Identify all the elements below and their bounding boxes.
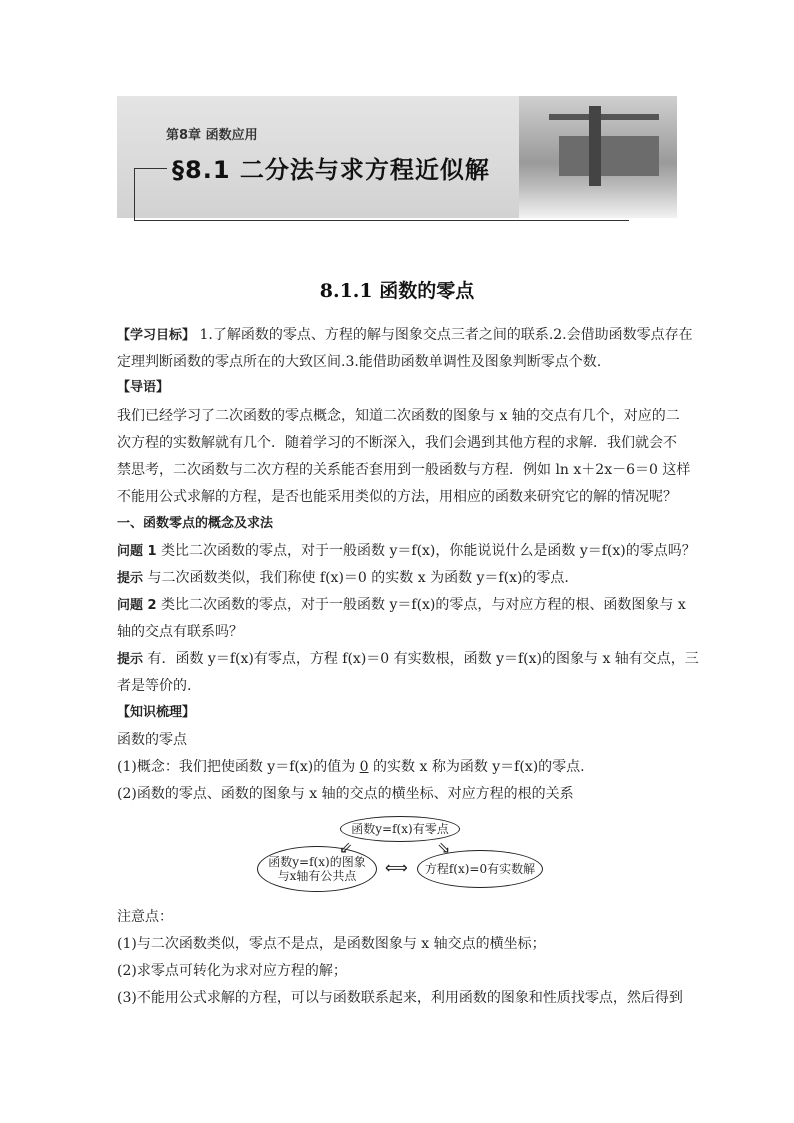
banner-rule xyxy=(134,168,135,221)
objectives-line-1: 【学习目标】 1.了解函数的零点、方程的解与图象交点三者之间的联系.2.会借助函数零点存在 xyxy=(117,327,693,343)
diagram-top-oval: 函数y=f(x)有零点 xyxy=(340,816,460,842)
objectives-line-2: 定理判断函数的零点所在的大致区间.3.能借助函数单调性及图象判断零点个数. xyxy=(117,354,602,370)
intro-line: 禁思考，二次函数与二次方程的关系能否套用到一般函数与方程．例如 ln x＋2x－6＝0 这样 xyxy=(117,462,691,478)
note-item: (2)求零点可转化为求对应方程的解； xyxy=(117,963,347,979)
intro-line: 次方程的实数解就有几个．随着学习的不断深入，我们会遇到其他方程的求解．我们就会不 xyxy=(117,435,677,451)
knowledge-topic: 函数的零点 xyxy=(117,732,187,748)
question-2-cont: 轴的交点有联系吗？ xyxy=(117,624,243,640)
answer-2-cont: 者是等价的. xyxy=(117,678,192,694)
knowledge-label: 【知识梳理】 xyxy=(117,705,196,720)
zero-relation-diagram xyxy=(255,816,545,896)
answer-1: 提示 与二次函数类似，我们称使 f(x)＝0 的实数 x 为函数 y＝f(x)的零点. xyxy=(117,570,569,586)
intro-line: 我们已经学习了二次函数的零点概念，知道二次函数的图象与 x 轴的交点有几个，对应的二 xyxy=(117,408,680,424)
question-1: 问题 1 类比二次函数的零点，对于一般函数 y＝f(x)，你能说说什么是函数 y＝f(x)的零点吗？ xyxy=(117,543,696,559)
subsection-title: 8.1.1 函数的零点 xyxy=(319,280,475,302)
concept-line: (1)概念：我们把使函数 y＝f(x)的值为 0 的实数 x 称为函数 y＝f(x)的零点. xyxy=(117,759,585,775)
answer-2: 提示 有．函数 y＝f(x)有零点，方程 f(x)＝0 有实数根，函数 y＝f(x)的图象与 x 轴有交点，三 xyxy=(117,651,699,667)
section-title: §8.1 二分法与求方程近似解 xyxy=(172,156,490,184)
note-item: (1)与二次函数类似，零点不是点，是函数图象与 x 轴交点的横坐标； xyxy=(117,936,546,952)
notes-label: 注意点： xyxy=(117,909,173,925)
objectives-label: 【学习目标】 xyxy=(117,328,196,343)
note-item: (3)不能用公式求解的方程，可以与函数联系起来，利用函数的图象和性质找零点，然后得到 xyxy=(117,990,683,1006)
answer-1-label: 提示 xyxy=(117,571,144,586)
double-arrow-icon: ⇘ xyxy=(437,838,451,857)
banner-rule xyxy=(134,168,167,169)
concept-zero-underline: 0 xyxy=(359,759,369,775)
answer-2-label: 提示 xyxy=(117,652,144,667)
part1-heading: 一、函数零点的概念及求法 xyxy=(117,516,274,531)
banner-building-photo xyxy=(519,96,677,218)
intro-label: 【导语】 xyxy=(117,380,170,395)
question-2: 问题 2 类比二次函数的零点，对于一般函数 y＝f(x)的零点，与对应方程的根、函数图象与 x xyxy=(117,597,686,613)
double-arrow-icon: ⇙ xyxy=(339,838,353,857)
diagram-left-oval: 函数y=f(x)的图象 与x轴有公共点 xyxy=(257,846,377,892)
question-2-label: 问题 2 xyxy=(117,598,157,613)
diagram-right-oval: 方程f(x)=0有实数解 xyxy=(417,850,543,888)
intro-line: 不能用公式求解的方程，是否也能采用类似的方法，用相应的函数来研究它的解的情况呢？ xyxy=(117,489,677,505)
question-1-label: 问题 1 xyxy=(117,544,157,559)
banner-rule xyxy=(134,220,629,221)
chapter-label: 第8章 函数应用 xyxy=(166,128,258,143)
relation-line: (2)函数的零点、函数的图象与 x 轴的交点的横坐标、对应方程的根的关系 xyxy=(117,786,574,802)
double-arrow-icon: ⟺ xyxy=(385,858,408,877)
